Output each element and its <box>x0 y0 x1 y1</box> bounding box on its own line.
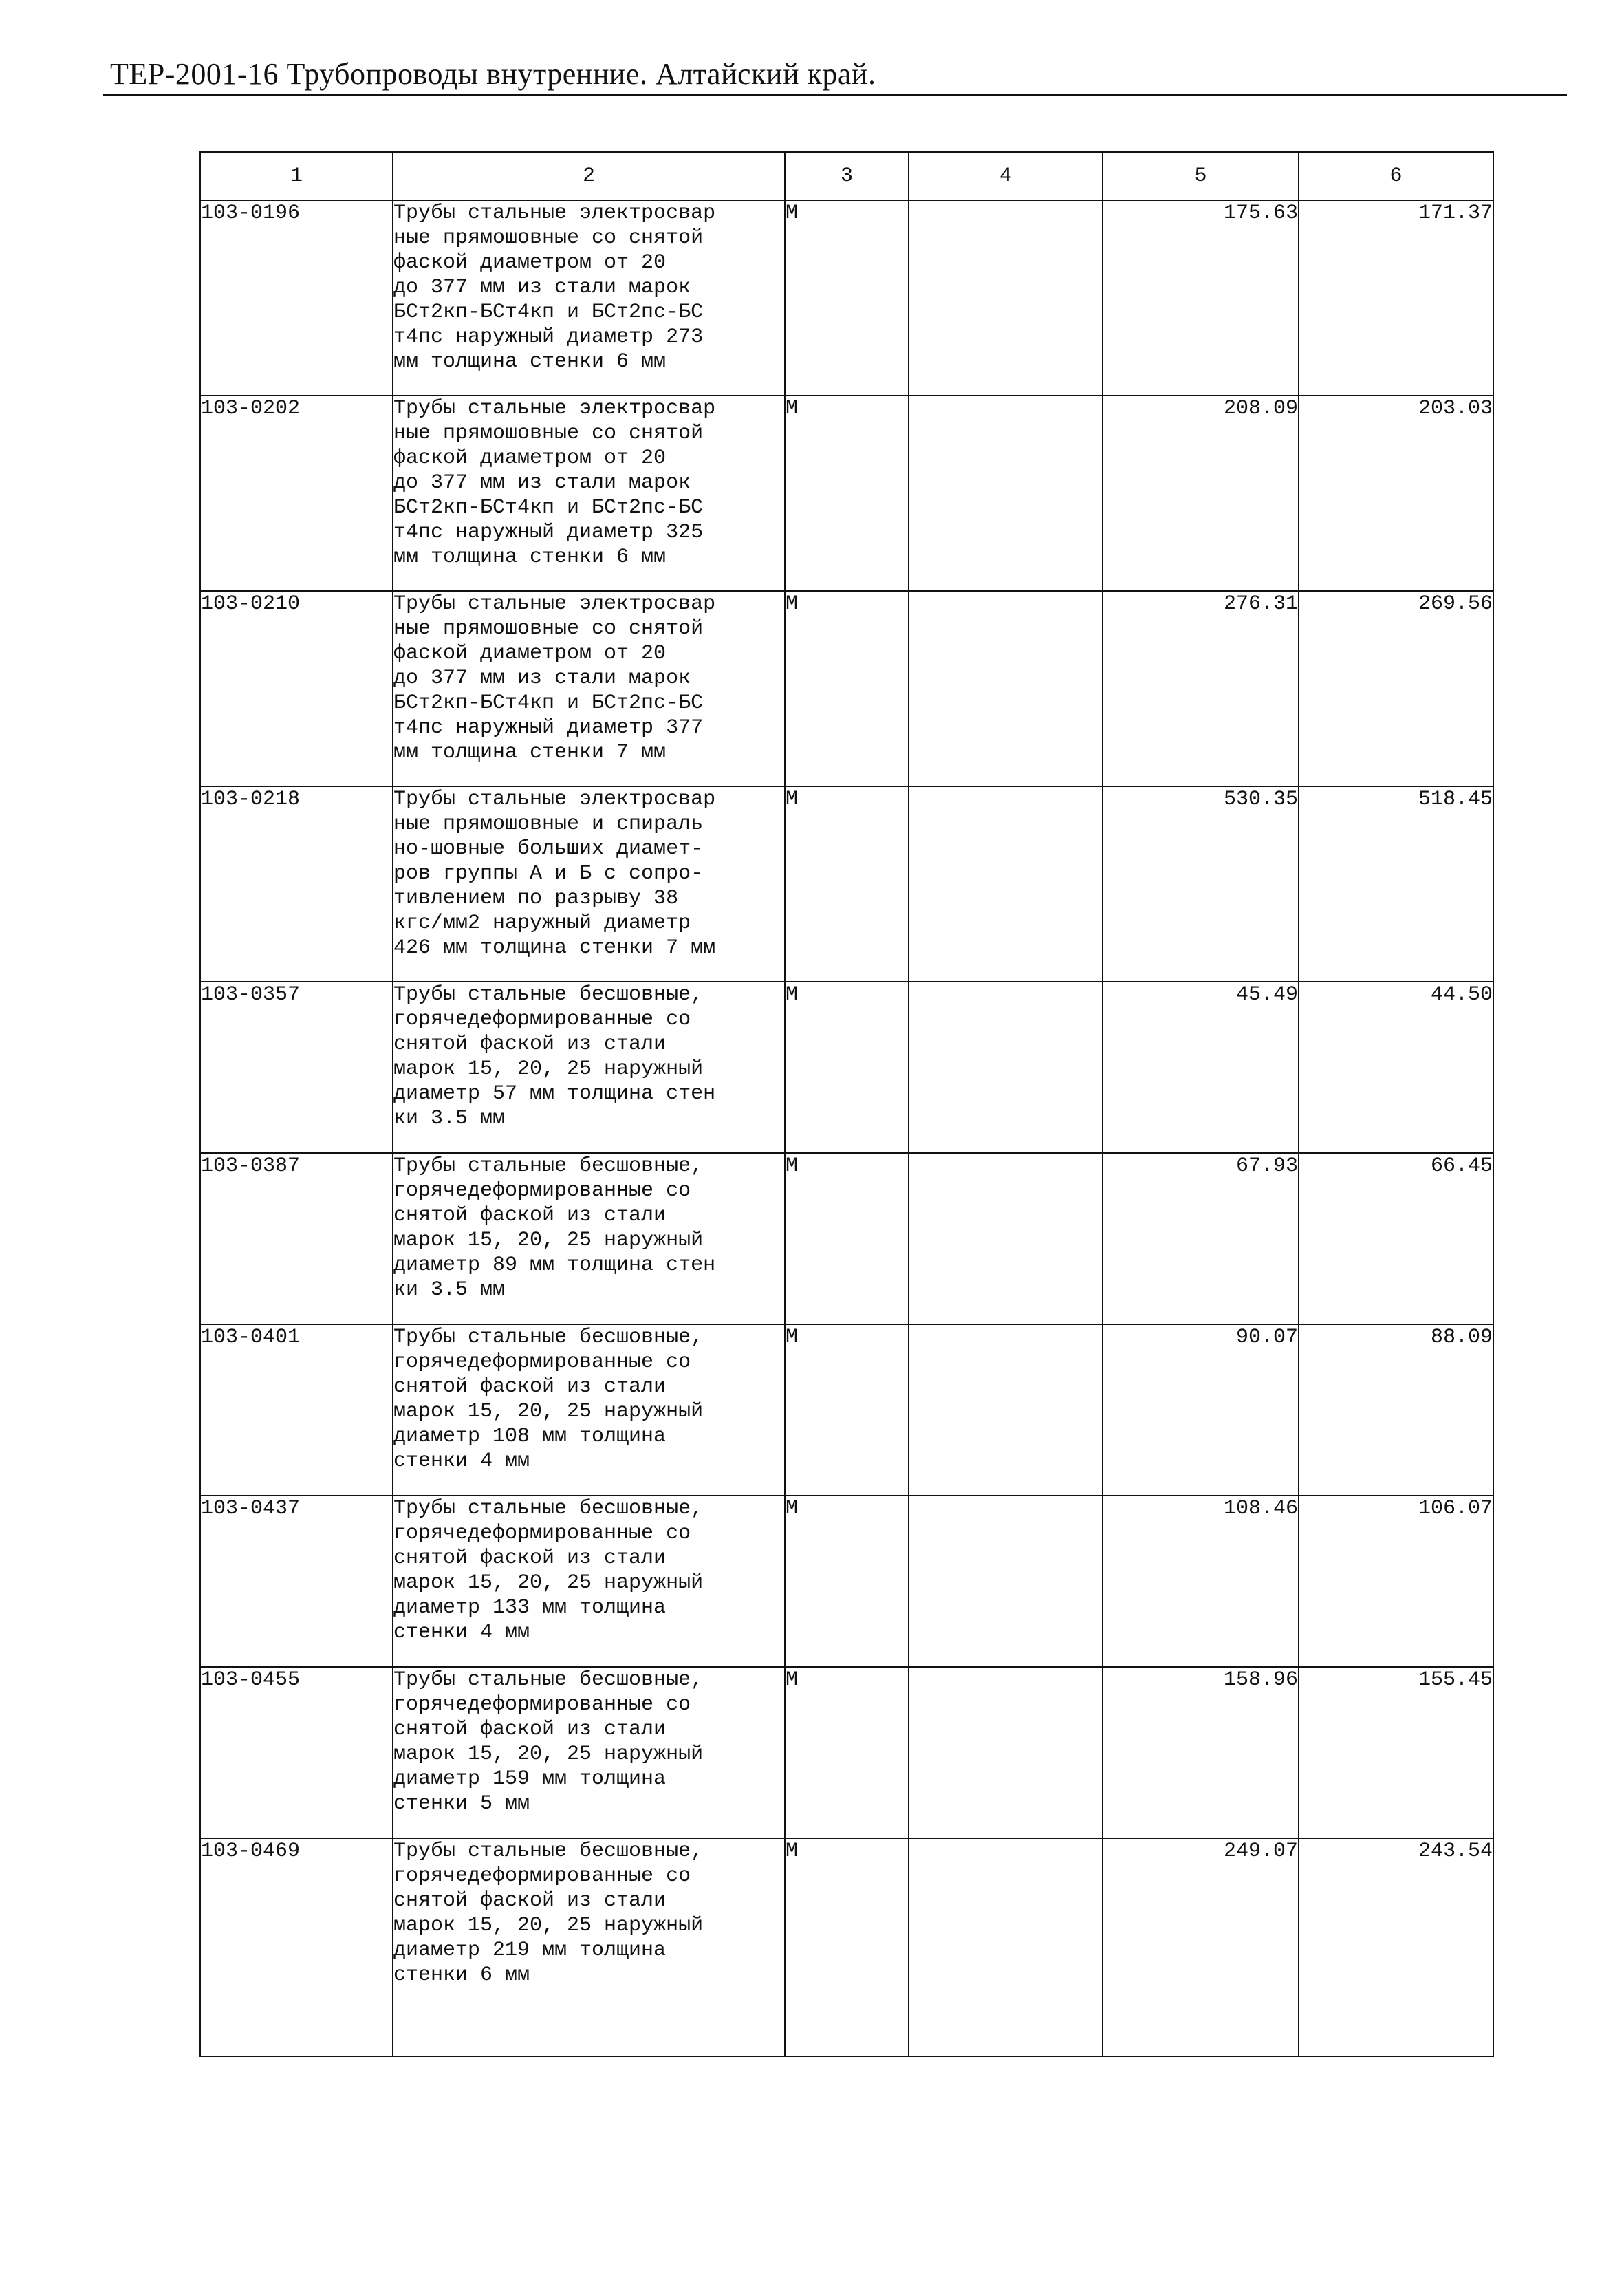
row-code: 103-0387 <box>200 1153 393 1324</box>
row-description: Трубы стальные электросвар ные прямошовные со снятой фаской диаметром от 20 до 377 мм из стали марок БСт2кп-БСт4кп и БСт2пс-БС т4пс наружный диаметр 325 мм толщина стенки 6 мм <box>393 396 785 591</box>
page-title: ТЕР-2001-16 Трубопроводы внутренние. Алтайский край. <box>110 57 876 91</box>
column-header: 3 <box>785 152 909 200</box>
row-unit: М <box>785 1667 909 1838</box>
table-header-row <box>200 152 1493 200</box>
row-col5: 45.49 <box>1103 982 1299 1153</box>
row-description: Трубы стальные электросвар ные прямошовные со снятой фаской диаметром от 20 до 377 мм из стали марок БСт2кп-БСт4кп и БСт2пс-БС т4пс наружный диаметр 377 мм толщина стенки 7 мм <box>393 591 785 786</box>
price-table <box>199 151 1494 2057</box>
row-col6: 155.45 <box>1299 1667 1493 1838</box>
row-col6: 88.09 <box>1299 1324 1493 1496</box>
row-col4 <box>909 1324 1103 1496</box>
row-description: Трубы стальные бесшовные, горячедеформированные со снятой фаской из стали марок 15, 20, 25 наружный диаметр 57 мм толщина стен ки 3.5 мм <box>393 982 785 1153</box>
row-col6: 203.03 <box>1299 396 1493 591</box>
table-row <box>200 982 1493 1153</box>
row-col4 <box>909 1153 1103 1324</box>
row-col5: 90.07 <box>1103 1324 1299 1496</box>
row-unit: М <box>785 1496 909 1667</box>
row-col5: 208.09 <box>1103 396 1299 591</box>
row-col4 <box>909 786 1103 982</box>
row-col4 <box>909 200 1103 396</box>
row-col5: 108.46 <box>1103 1496 1299 1667</box>
table-row <box>200 1324 1493 1496</box>
row-code: 103-0469 <box>200 1838 393 2056</box>
column-header: 5 <box>1103 152 1299 200</box>
row-col6: 44.50 <box>1299 982 1493 1153</box>
column-header: 1 <box>200 152 393 200</box>
row-unit: М <box>785 1838 909 2056</box>
header-rule <box>103 94 1567 96</box>
row-unit: М <box>785 786 909 982</box>
row-code: 103-0357 <box>200 982 393 1153</box>
row-col6: 243.54 <box>1299 1838 1493 2056</box>
row-unit: М <box>785 982 909 1153</box>
row-description: Трубы стальные бесшовные, горячедеформированные со снятой фаской из стали марок 15, 20, 25 наружный диаметр 89 мм толщина стен ки 3.5 мм <box>393 1153 785 1324</box>
row-code: 103-0401 <box>200 1324 393 1496</box>
row-col5: 530.35 <box>1103 786 1299 982</box>
row-col4 <box>909 591 1103 786</box>
row-code: 103-0202 <box>200 396 393 591</box>
column-header: 4 <box>909 152 1103 200</box>
row-col4 <box>909 1667 1103 1838</box>
table-row <box>200 591 1493 786</box>
row-col6: 106.07 <box>1299 1496 1493 1667</box>
row-col4 <box>909 1496 1103 1667</box>
row-description: Трубы стальные бесшовные, горячедеформированные со снятой фаской из стали марок 15, 20, 25 наружный диаметр 108 мм толщина стенки 4 мм <box>393 1324 785 1496</box>
row-col6: 518.45 <box>1299 786 1493 982</box>
table-row <box>200 200 1493 396</box>
row-col6: 171.37 <box>1299 200 1493 396</box>
row-unit: М <box>785 1153 909 1324</box>
row-col5: 158.96 <box>1103 1667 1299 1838</box>
row-code: 103-0455 <box>200 1667 393 1838</box>
column-header: 2 <box>393 152 785 200</box>
row-col5: 276.31 <box>1103 591 1299 786</box>
column-header: 6 <box>1299 152 1493 200</box>
row-col5: 175.63 <box>1103 200 1299 396</box>
row-description: Трубы стальные электросвар ные прямошовные и спираль но-шовные больших диамет- ров группы А и Б с сопро- тивлением по разрыву 38 кгс/мм2 наружный диаметр 426 мм толщина стенки 7 мм <box>393 786 785 982</box>
table-row <box>200 1838 1493 2056</box>
row-code: 103-0196 <box>200 200 393 396</box>
row-col4 <box>909 982 1103 1153</box>
row-col5: 67.93 <box>1103 1153 1299 1324</box>
row-unit: М <box>785 591 909 786</box>
row-unit: М <box>785 200 909 396</box>
row-code: 103-0437 <box>200 1496 393 1667</box>
table-row <box>200 1496 1493 1667</box>
table-row <box>200 1667 1493 1838</box>
row-description: Трубы стальные бесшовные, горячедеформированные со снятой фаской из стали марок 15, 20, 25 наружный диаметр 159 мм толщина стенки 5 мм <box>393 1667 785 1838</box>
row-code: 103-0210 <box>200 591 393 786</box>
row-col6: 269.56 <box>1299 591 1493 786</box>
row-col6: 66.45 <box>1299 1153 1493 1324</box>
row-code: 103-0218 <box>200 786 393 982</box>
row-unit: М <box>785 1324 909 1496</box>
table-row <box>200 1153 1493 1324</box>
row-description: Трубы стальные бесшовные, горячедеформированные со снятой фаской из стали марок 15, 20, 25 наружный диаметр 133 мм толщина стенки 4 мм <box>393 1496 785 1667</box>
row-description: Трубы стальные электросвар ные прямошовные со снятой фаской диаметром от 20 до 377 мм из стали марок БСт2кп-БСт4кп и БСт2пс-БС т4пс наружный диаметр 273 мм толщина стенки 6 мм <box>393 200 785 396</box>
table-row <box>200 396 1493 591</box>
table-row <box>200 786 1493 982</box>
row-col4 <box>909 396 1103 591</box>
row-description: Трубы стальные бесшовные, горячедеформированные со снятой фаской из стали марок 15, 20, 25 наружный диаметр 219 мм толщина стенки 6 мм <box>393 1838 785 2056</box>
row-unit: М <box>785 396 909 591</box>
row-col5: 249.07 <box>1103 1838 1299 2056</box>
row-col4 <box>909 1838 1103 2056</box>
